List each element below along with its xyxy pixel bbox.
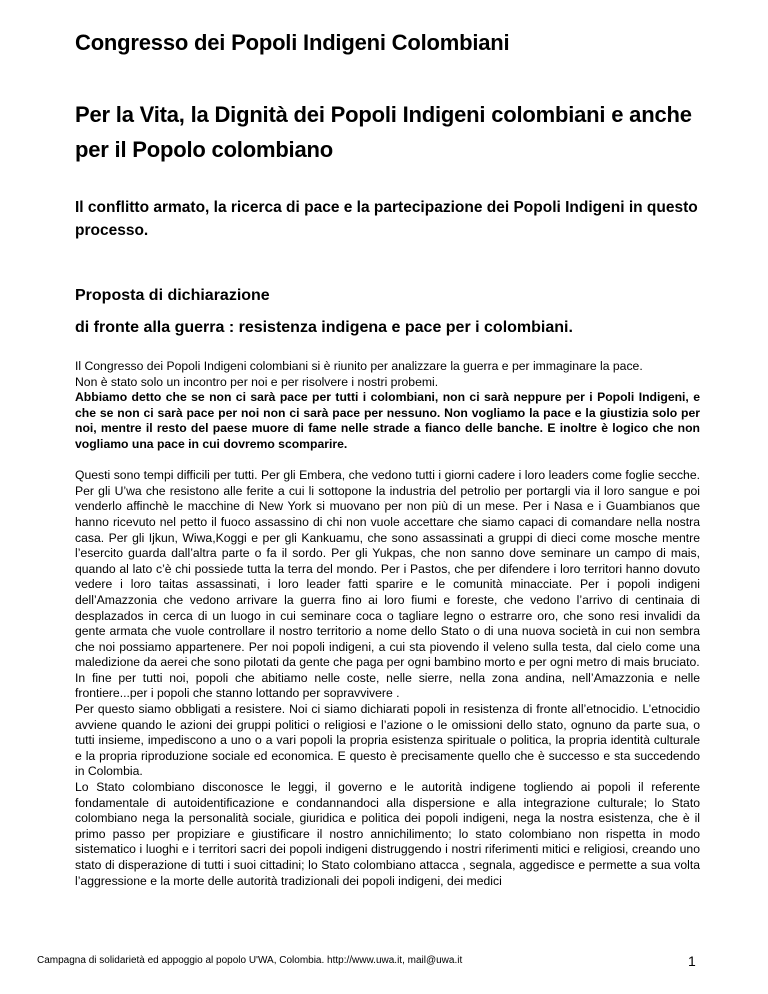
body-text xyxy=(75,359,700,889)
paragraph: Il Congresso dei Popoli Indigeni colombiani si è riunito per analizzare la guerra e per immaginare la pace. xyxy=(75,359,643,373)
document-subtitle: Il conflitto armato, la ricerca di pace e la partecipazione dei Popoli Indigeni in questo processo. xyxy=(75,199,698,239)
paragraph: Per questo siamo obbligati a resistere. Noi ci siamo dichiarati popoli in resistenza di fronte all’etnocidio. L’etnocidio avviene quando le azioni dei gruppi politici o religiosi e l’azione o le omissioni dello stato, ognuno da parte sua, o tutti insieme, impediscono a uno o a vari popoli la propria esistenza spirituale o politica, la propria identità culturale e la propria riproduzione sociale ed economica. E questo è precisamente quello che è successo e sta succedendo in Colombia. xyxy=(75,702,700,779)
proposal-heading: Proposta di dichiarazione xyxy=(75,287,270,304)
paragraph: Questi sono tempi difficili per tutti. Per gli Embera, che vedono tutti i giorni cadere i loro leaders come foglie secche. Per gli U’wa che resistono alle ferite a cui li sottopone la industria del petrolio per portargli via il loro sangue e poi venderlo affinchè le macchine di New York si muovano per non più di un mese. Per i Nasa e i Guambianos que hanno ricevuto nel petto il fuoco assassino di chi non vuole accettare che siamo capaci di comandare nella nostra casa. Per gli Ijkun, Wiwa,Koggi e per gli Kankuamu, che sono assassinati a gruppi di dieci come mosche mentre l’esercito guarda dall’altra parte o fa il sordo. Per gli Yukpas, che non sanno dove seminare un campo di mais, quando al lato c’è chi possiede tutta la terra del mondo. Per i Pastos, che per difendere i loro territori hanno dovuto vedere i loro taitas assassinati, i loro leader fatti sparire e le comunità minacciate. Per i popoli indigeni dell’Amazzonia che vedono arrivare la guerra fino ai loro fiumi e foreste, che vedono l’arrivo di centinaia di desplazados in cerca di un luogo in cui seminare coca o tagliare legno o estrarre oro, che sono resi invalidi da gente armata che vuole controllare il nostro territorio a nome dello Stato o di una nuova società in cui non sembra che noi possiamo appartenere. Per noi popoli indigeni, a cui sta piovendo il veleno sulla testa, dal cielo come una maledizione da aerei che sono pilotati da gente che paga per ogni bambino morto e per ogni metro di mais bruciato. xyxy=(75,468,700,670)
paragraph: Lo Stato colombiano disconosce le leggi, il governo e le autorità indigene togliendo ai popoli il referente fondamentale di autoidentificazione e condannandoci alla dispersione e alla integrazione culturale; lo Stato colombiano nega la personalità sociale, giuridica e politica dei popoli indigeni, nega la nostra esistenza, che è il primo passo per propiziare e giustificare il nostro annichilimento; lo stato colombiano non rispetta in modo sistematico i luoghi e i territori sacri dei popoli indigeni distruggendo i nostri riferimenti mitici e religiosi, creando uno stato di disperazione di tutti i suoi cittadini; lo Stato colombiano attacca , segnala, aggedisce e permette a sua volta l’aggressione e la morte delle autorità tradizionali dei popoli indigeni, dei medici xyxy=(75,780,700,888)
paragraph: In fine per tutti noi, popoli che abitiamo nelle coste, nelle sierre, nella zona andina, nell’Amazzonia e nelle frontiere...per i popoli che stanno lottando per sopravvivere . xyxy=(75,670,700,701)
congress-heading: Congresso dei Popoli Indigeni Colombiani xyxy=(75,30,510,55)
document-title: Per la Vita, la Dignità dei Popoli Indigeni colombiani e anche per il Popolo colombiano xyxy=(75,102,692,162)
page-number: 1 xyxy=(688,953,696,969)
proposal-subheading: di fronte alla guerra : resistenza indigena e pace per i colombiani. xyxy=(75,319,573,336)
paragraph-bold: Abbiamo detto che se non ci sarà pace per tutti i colombiani, non ci sarà neppure per i Popoli Indigeni, e che se non ci sarà pace per noi non ci sarà pace per nessuno. Non vogliamo la pace e la giustizia solo per noi, mentre il resto del paese muore di fame nelle strade a fianco delle banche. E inoltre è logico che non vogliamo una pace in cui dovremo scomparire. xyxy=(75,390,700,451)
paragraph: Non è stato solo un incontro per noi e per risolvere i nostri probemi. xyxy=(75,374,439,389)
page-footer: Campagna di solidarietà ed appoggio al popolo U'WA, Colombia. http://www.uwa.it, mail@uwa.it xyxy=(37,955,463,966)
